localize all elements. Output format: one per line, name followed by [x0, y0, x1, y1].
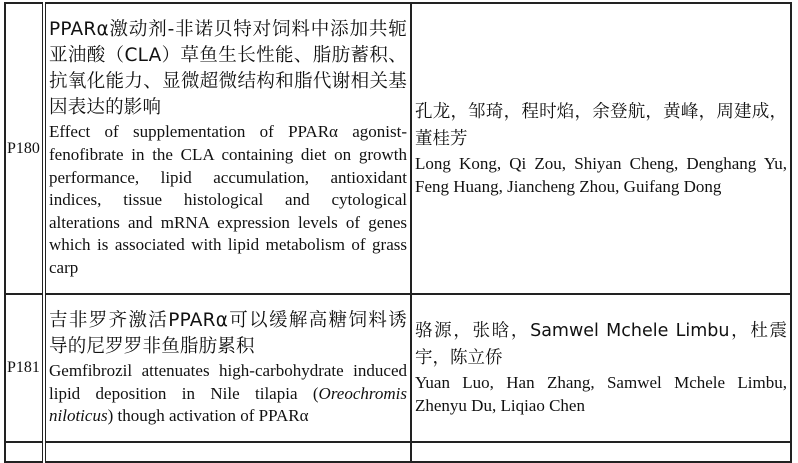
- empty-cell: [44, 442, 411, 462]
- title-en: [49, 360, 407, 428]
- title-en: Effect of supplementation of PPARα agonist-fenofibrate in the CLA containing diet on growth performance, lipid accumulation, antioxidant indices, tissue histological and cytological alterations and mRNA expression levels of genes which is associated with lipid metabolism of grass carp: [49, 122, 407, 277]
- authors-cn: 孔龙，邹琦，程时焰，余登航，黄峰，周建成，董桂芳: [415, 101, 787, 149]
- title-cn: 吉非罗齐激活PPARα可以缓解高糖饲料诱导的尼罗罗非鱼脂肪累积: [49, 310, 407, 358]
- table-row: [5, 294, 791, 442]
- authors-cell: [411, 294, 791, 442]
- authors-en: Long Kong, Qi Zou, Shiyan Cheng, Denghang Yu, Feng Huang, Jiancheng Zhou, Guifang Dong: [415, 153, 787, 196]
- table-row: [5, 442, 791, 462]
- paper-id: P181: [5, 294, 44, 442]
- authors-cn: 骆源，张晗，Samwel Mchele Limbu，杜震宇，陈立侨: [415, 321, 787, 369]
- paper-title-cell: [44, 3, 411, 294]
- table-row: [5, 3, 791, 294]
- authors-en: Yuan Luo, Han Zhang, Samwel Mchele Limbu, Zhenyu Du, Liqiao Chen: [415, 373, 787, 415]
- title-en-pre: Gemfibrozil attenuates high-carbohydrate induced lipid deposition in Nile tilapia (: [49, 361, 407, 403]
- species-name: Oreochromis niloticus: [49, 383, 407, 426]
- authors-cell: [411, 3, 791, 294]
- paper-table: [4, 2, 792, 463]
- title-en-post: ) though activation of PPARα: [107, 406, 309, 426]
- paper-id: P180: [5, 3, 44, 294]
- paper-title-cell: [44, 294, 411, 442]
- title-cn: PPARα激动剂-非诺贝特对饲料中添加共轭亚油酸（CLA）草鱼生长性能、脂肪蓄积、抗氧化能力、显微超微结构和脂代谢相关基因表达的影响: [49, 19, 407, 119]
- empty-cell: [5, 442, 44, 462]
- empty-cell: [411, 442, 791, 462]
